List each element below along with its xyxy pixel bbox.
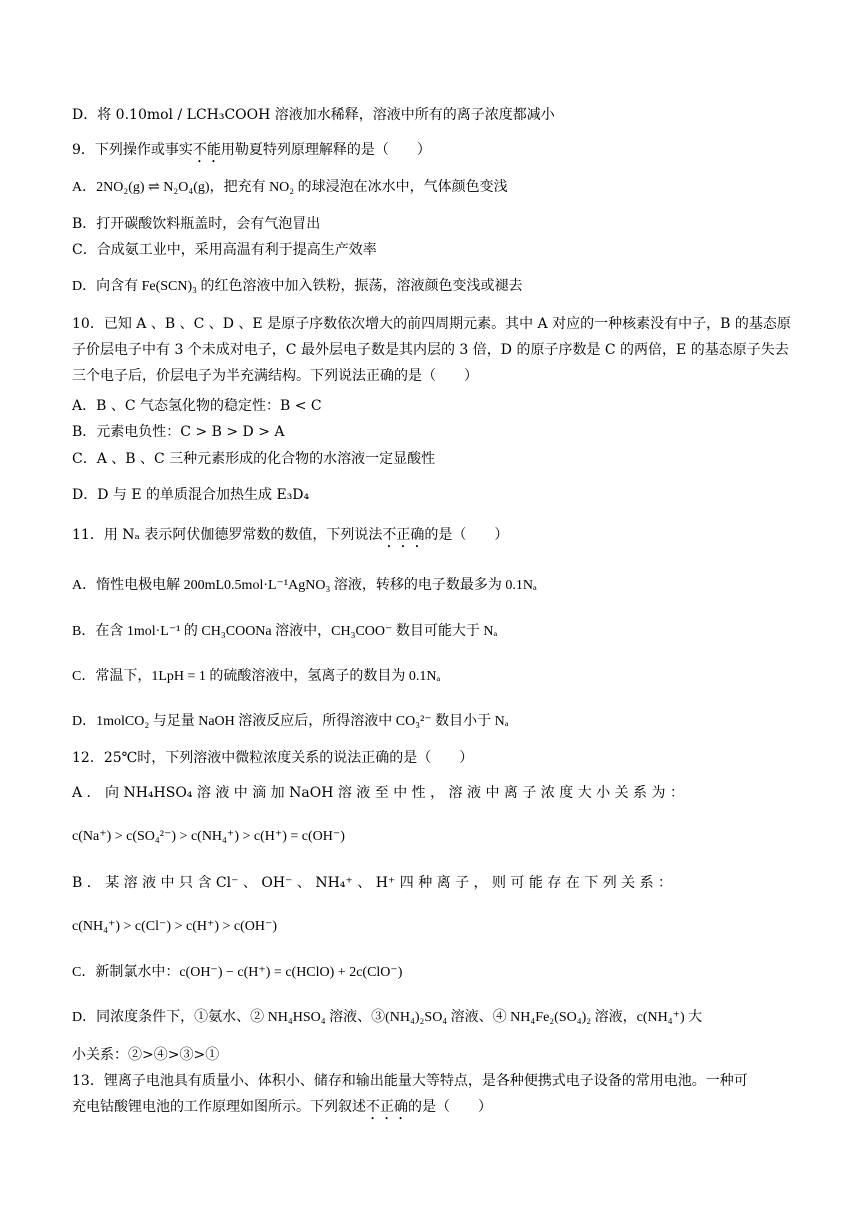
- q8-option-d: D．将 0.10mol / LCH₃COOH 溶液加水稀释，溶液中所有的离子浓度都减小: [72, 107, 555, 123]
- q13-stem-text: 充电钴酸锂电池的工作原理如图所示。下列叙述: [72, 1099, 366, 1115]
- q11-option-d: D．1molCO₂ 与足量 NaOH 溶液反应后，所得溶液中 CO₃²⁻ 数目小于 Nₐ: [72, 714, 509, 729]
- q10-option-c: C．A 、B 、C 三种元素形成的化合物的水溶液一定显酸性: [72, 451, 436, 467]
- q12-option-a-line2: c(Na⁺) > c(SO₄²⁻) > c(NH₄⁺) > c(H⁺) = c(OH⁻): [72, 829, 345, 844]
- q13-emphasis: 不正确: [366, 1099, 408, 1115]
- q11-option-b: B．在含 1mol·L⁻¹ 的 CH₃COONa 溶液中，CH₃COO⁻ 数目可能大于 Nₐ: [72, 624, 498, 639]
- q12-stem: 12．25℃时，下列溶液中微粒浓度关系的说法正确的是（ ）: [72, 750, 474, 766]
- q9-stem-text: 9．下列操作或事实: [72, 142, 193, 158]
- q12-option-b-line1: B ． 某 溶 液 中 只 含 Cl⁻ 、 OH⁻ 、 NH₄⁺ 、 H⁺ 四 种 离 子 ， 则 可 能 存 在 下 列 关 系 ：: [72, 875, 673, 891]
- q10-option-b: B．元素电负性：C > B > D > A: [72, 424, 285, 440]
- q12-option-b-line2: c(NH₄⁺) > c(Cl⁻) > c(H⁺) > c(OH⁻): [72, 919, 278, 934]
- q12-option-a-line1: A ． 向 NH₄HSO₄ 溶 液 中 滴 加 NaOH 溶 液 至 中 性 ， 溶 液 中 离 子 浓 度 大 小 关 系 为 ：: [72, 785, 684, 801]
- q9-option-b: B．打开碳酸饮料瓶盖时，会有气泡冒出: [72, 216, 321, 232]
- q9-emphasis: 不能: [192, 142, 221, 158]
- q13-stem-tail: 的是（ ）: [408, 1099, 492, 1115]
- q12-option-d-line2: 小关系：②>④>③>①: [72, 1047, 220, 1063]
- q9-option-a: A．2NO₂(g) ⇌ N₂O₄(g)，把充有 NO₂ 的球浸泡在冰水中，气体颜色变浅: [72, 180, 508, 195]
- q9-option-d: D．向含有 Fe(SCN)₃ 的红色溶液中加入铁粉，振荡，溶液颜色变浅或褪去: [72, 279, 523, 294]
- q9-stem: [72, 139, 800, 166]
- q9-stem-tail: 用勒夏特列原理解释的是（ ）: [220, 142, 431, 158]
- q11-option-c: C．常温下，1LpH = 1 的硫酸溶液中，氢离子的数目为 0.1Nₐ: [72, 669, 441, 684]
- q13-stem-line2: [72, 1096, 800, 1123]
- q12-option-c: C．新制氯水中：c(OH⁻) − c(H⁺) = c(HClO) + 2c(ClO⁻): [72, 965, 403, 980]
- q10-option-d: D．D 与 E 的单质混合加热生成 E₃D₄: [72, 487, 310, 503]
- q11-stem-tail: 的是（ ）: [424, 527, 509, 543]
- q10-stem: 10．已知 A 、B 、C 、D 、E 是原子序数依次增大的前四周期元素。其中 A 对应的一种核素没有中子，B 的基态原子价层电子中有 3 个未成对电子，C 最外层电子数是其内层的 3 倍，D 的原子序数是 C 的两倍，E 的基态原子失去三个电子后，价层电子为半充满结构。下列说法正确的是（ ）: [72, 316, 791, 384]
- q11-emphasis: 不正确: [382, 527, 425, 543]
- q11-stem: [72, 524, 800, 551]
- q13-stem-line1: 13．锂离子电池具有质量小、体积小、储存和输出能量大等特点，是各种便携式电子设备的常用电池。一种可: [72, 1073, 748, 1089]
- q11-option-a: A．惰性电极电解 200mL0.5mol·L⁻¹AgNO₃ 溶液，转移的电子数最多为 0.1Nₐ: [72, 578, 537, 593]
- q11-stem-text: 11．用 Nₐ 表示阿伏伽德罗常数的数值，下列说法: [72, 527, 383, 543]
- q9-option-c: C．合成氨工业中，采用高温有利于提高生产效率: [72, 242, 377, 258]
- q10-option-a: A．B 、C 气态氢化物的稳定性：B < C: [72, 398, 322, 414]
- q12-option-d-line1: D．同浓度条件下，①氨水、② NH₄HSO₄ 溶液、③(NH₄)₂SO₄ 溶液、④ NH₄Fe₂(SO₄)₂ 溶液，c(NH₄⁺) 大: [72, 1010, 703, 1025]
